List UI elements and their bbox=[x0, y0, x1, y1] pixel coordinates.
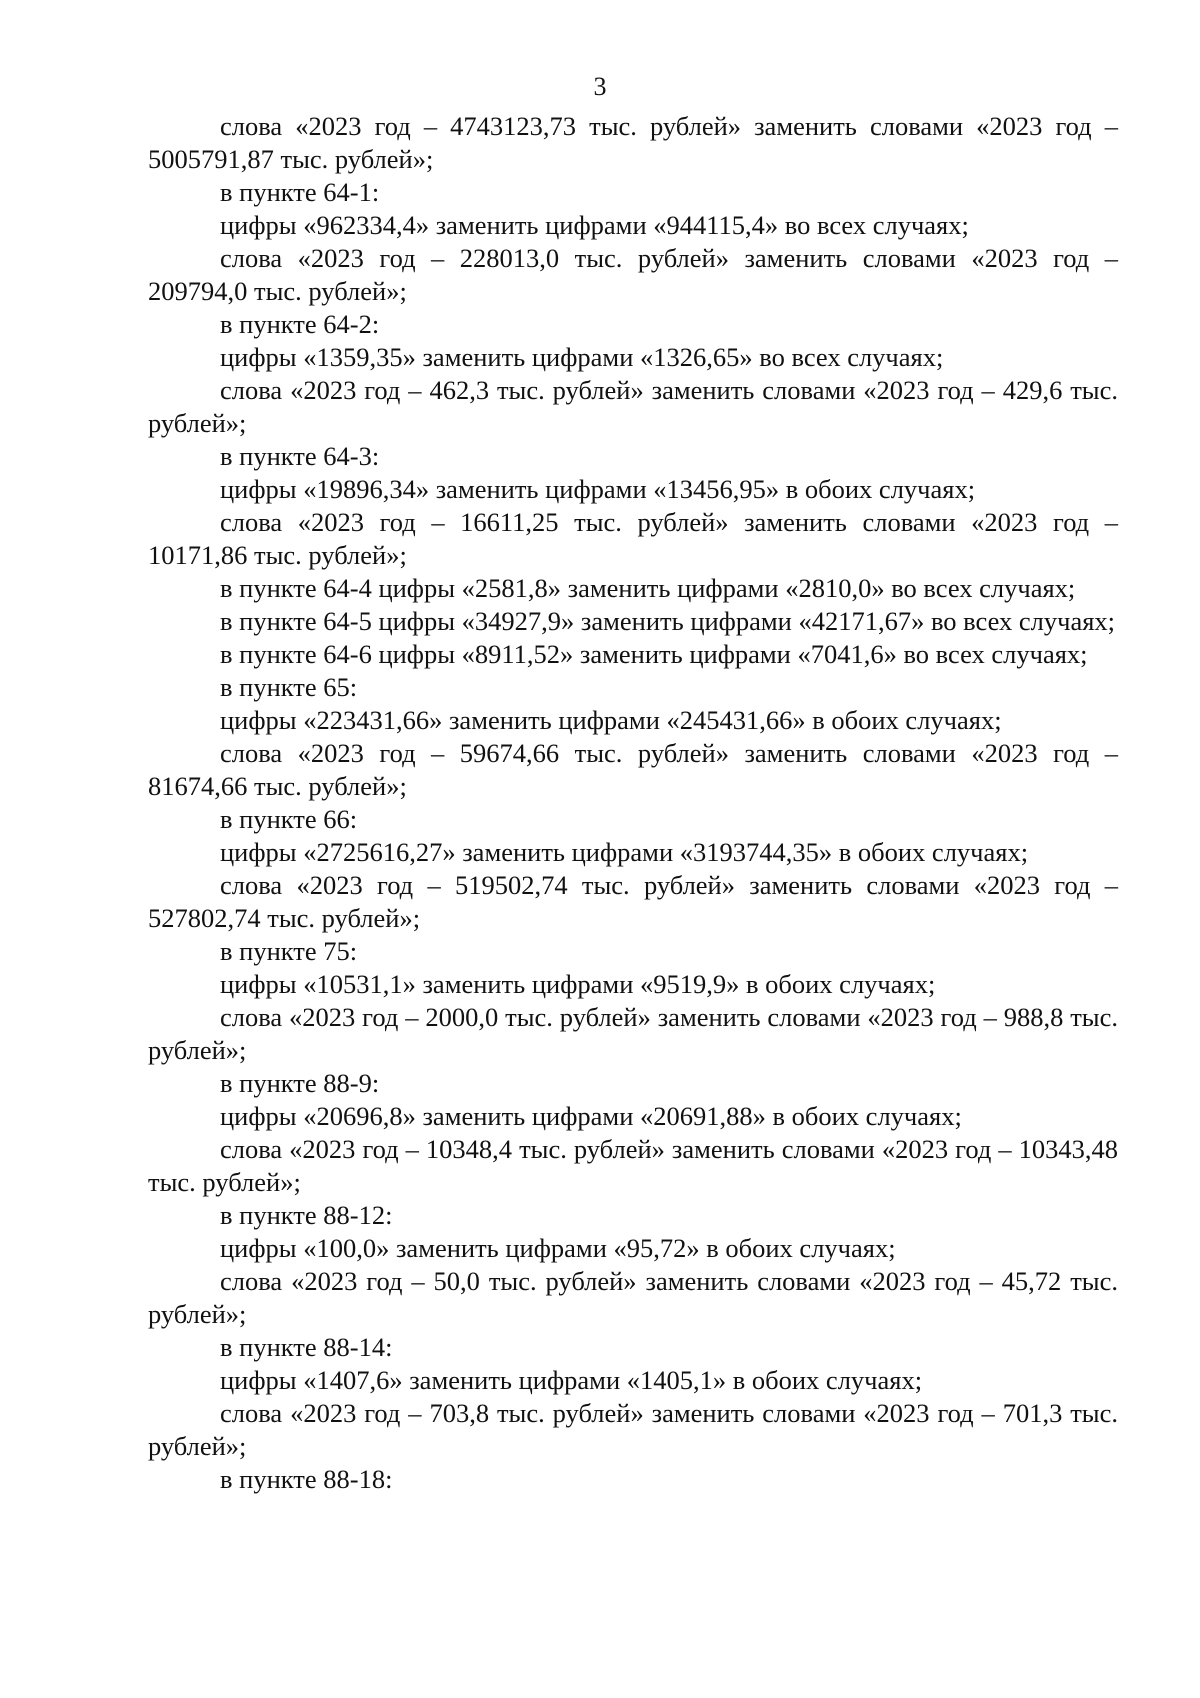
paragraph-22: слова «2023 год – 2000,0 тыс. рублей» заменить словами «2023 год – 988,8 тыс. рублей»; bbox=[148, 1002, 1118, 1065]
paragraph-14: в пункте 65: bbox=[220, 672, 358, 702]
page-number: 3 bbox=[593, 72, 607, 101]
paragraph-26: в пункте 88-12: bbox=[220, 1200, 393, 1230]
paragraph-20: в пункте 75: bbox=[220, 936, 358, 966]
paragraph-30: цифры «1407,6» заменить цифрами «1405,1» в обоих случаях; bbox=[220, 1365, 923, 1395]
paragraph-8: в пункте 64-3: bbox=[220, 441, 380, 471]
paragraph-1: слова «2023 год – 4743123,73 тыс. рублей» заменить словами «2023 год – 5005791,87 тыс. рублей»; bbox=[148, 111, 1118, 174]
paragraph-2: в пункте 64-1: bbox=[220, 177, 380, 207]
paragraph-32: в пункте 88-18: bbox=[220, 1464, 393, 1494]
paragraph-13: в пункте 64-6 цифры «8911,52» заменить цифрами «7041,6» во всех случаях; bbox=[220, 639, 1088, 669]
paragraph-9: цифры «19896,34» заменить цифрами «13456,95» в обоих случаях; bbox=[220, 474, 976, 504]
document-body bbox=[148, 110, 1118, 1496]
paragraph-24: цифры «20696,8» заменить цифрами «20691,88» в обоих случаях; bbox=[220, 1101, 962, 1131]
paragraph-12: в пункте 64-5 цифры «34927,9» заменить цифрами «42171,67» во всех случаях; bbox=[220, 606, 1116, 636]
paragraph-4: слова «2023 год – 228013,0 тыс. рублей» заменить словами «2023 год – 209794,0 тыс. рублей»; bbox=[148, 243, 1118, 306]
paragraph-16: слова «2023 год – 59674,66 тыс. рублей» заменить словами «2023 год – 81674,66 тыс. рублей»; bbox=[148, 738, 1118, 801]
paragraph-15: цифры «223431,66» заменить цифрами «245431,66» в обоих случаях; bbox=[220, 705, 1002, 735]
paragraph-7: слова «2023 год – 462,3 тыс. рублей» заменить словами «2023 год – 429,6 тыс. рублей»; bbox=[148, 375, 1118, 438]
paragraph-6: цифры «1359,35» заменить цифрами «1326,65» во всех случаях; bbox=[220, 342, 944, 372]
paragraph-19: слова «2023 год – 519502,74 тыс. рублей» заменить словами «2023 год – 527802,74 тыс. рублей»; bbox=[148, 870, 1118, 933]
paragraph-18: цифры «2725616,27» заменить цифрами «3193744,35» в обоих случаях; bbox=[220, 837, 1029, 867]
paragraph-31: слова «2023 год – 703,8 тыс. рублей» заменить словами «2023 год – 701,3 тыс. рублей»; bbox=[148, 1398, 1118, 1461]
paragraph-28: слова «2023 год – 50,0 тыс. рублей» заменить словами «2023 год – 45,72 тыс. рублей»; bbox=[148, 1266, 1118, 1329]
paragraph-10: слова «2023 год – 16611,25 тыс. рублей» заменить словами «2023 год – 10171,86 тыс. рублей»; bbox=[148, 507, 1118, 570]
paragraph-27: цифры «100,0» заменить цифрами «95,72» в обоих случаях; bbox=[220, 1233, 896, 1263]
paragraph-17: в пункте 66: bbox=[220, 804, 358, 834]
paragraph-3: цифры «962334,4» заменить цифрами «944115,4» во всех случаях; bbox=[220, 210, 969, 240]
paragraph-21: цифры «10531,1» заменить цифрами «9519,9» в обоих случаях; bbox=[220, 969, 936, 999]
paragraph-25: слова «2023 год – 10348,4 тыс. рублей» заменить словами «2023 год – 10343,48 тыс. рублей»; bbox=[148, 1134, 1118, 1197]
paragraph-29: в пункте 88-14: bbox=[220, 1332, 393, 1362]
paragraph-11: в пункте 64-4 цифры «2581,8» заменить цифрами «2810,0» во всех случаях; bbox=[220, 573, 1076, 603]
paragraph-5: в пункте 64-2: bbox=[220, 309, 380, 339]
paragraph-23: в пункте 88-9: bbox=[220, 1068, 380, 1098]
